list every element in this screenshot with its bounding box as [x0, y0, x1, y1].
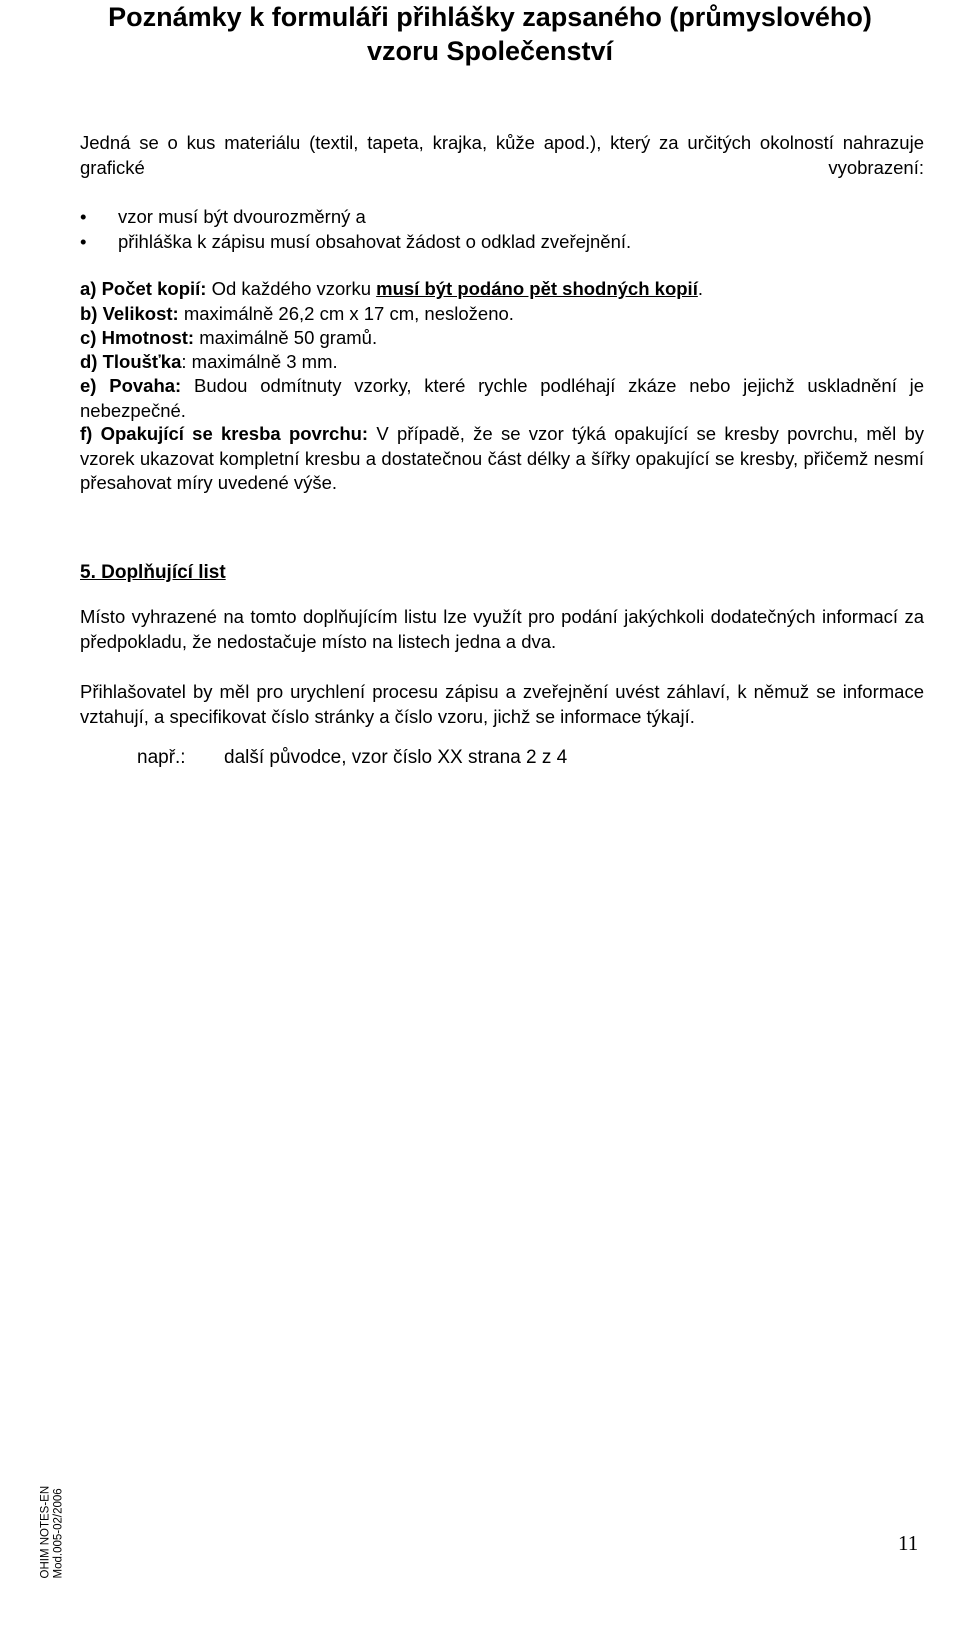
requirement-text: maximálně 50 gramů. — [194, 327, 378, 348]
page-number: 11 — [898, 1531, 919, 1555]
page-title-line-2: vzoru Společenství — [366, 36, 614, 66]
page-title — [60, 0, 920, 68]
requirement-c — [80, 326, 924, 351]
example-label: např.: — [137, 747, 186, 768]
requirement-text: Budou odmítnuty vzorky, které rychle podléhají zkáze nebo jejichž uskladnění je nebezpečné. — [80, 375, 925, 421]
example-text: další původce, vzor číslo XX strana 2 z 4 — [224, 747, 568, 768]
requirement-emphasis: musí být podáno pět shodných kopií — [376, 278, 698, 299]
requirement-end: . — [697, 278, 703, 299]
requirement-text: Od každého vzorku — [206, 278, 377, 299]
requirement-text: V případě, že se vzor týká opakující se kresby povrchu, měl by vzorek ukazovat kompletní kresbu a dostatečnou část délky a šířky opakující se kresby, přičemž nesmí přesahovat míry uvedené výše. — [80, 423, 924, 493]
section-paragraph: Přihlašovatel by měl pro urychlení procesu zápisu a zveřejnění uvést záhlaví, k němuž se informace vztahují, a specifikovat číslo stránky a číslo vzoru, jichž se informace týkají. — [80, 681, 924, 727]
requirement-a — [80, 277, 924, 302]
form-code — [40, 1444, 68, 1579]
page-title-line-1: Poznámky k formuláři přihlášky zapsaného (průmyslového) — [108, 2, 872, 32]
requirement-label: e) Povaha: — [80, 375, 182, 396]
form-code-line-1: OHIM NOTES-EN — [39, 1485, 52, 1579]
bullet-icon: • — [80, 231, 87, 252]
requirement-label: b) Velikost: — [80, 303, 179, 324]
requirement-label: a) Počet kopií: — [80, 278, 207, 299]
requirement-e — [80, 374, 924, 423]
form-code-line-2: Mod.005-02/2006 — [52, 1488, 65, 1579]
requirement-d — [80, 350, 924, 375]
section-heading: 5. Doplňující list — [80, 562, 226, 583]
requirement-b — [80, 302, 924, 327]
bullet-text: přihláška k zápisu musí obsahovat žádost o odklad zveřejnění. — [118, 231, 632, 252]
intro-paragraph: Jedná se o kus materiálu (textil, tapeta, krajka, kůže apod.), který za určitých okolností nahrazuje grafické vyobrazení: — [80, 132, 924, 178]
requirement-text: maximálně 26,2 cm x 17 cm, nesloženo. — [178, 303, 514, 324]
bullet-text: vzor musí být dvourozměrný a — [118, 206, 366, 227]
requirement-f — [80, 422, 924, 496]
requirement-label: f) Opakující se kresba povrchu: — [80, 423, 369, 444]
requirement-text: : maximálně 3 mm. — [181, 351, 338, 372]
requirement-label: d) Tloušťka — [80, 351, 182, 372]
section-paragraph: Místo vyhrazené na tomto doplňujícím listu lze využít pro podání jakýchkoli dodatečných informací za předpokladu, že nedostačuje místo na listech jedna a dva. — [80, 606, 924, 652]
bullet-icon: • — [80, 206, 87, 227]
requirement-label: c) Hmotnost: — [80, 327, 195, 348]
